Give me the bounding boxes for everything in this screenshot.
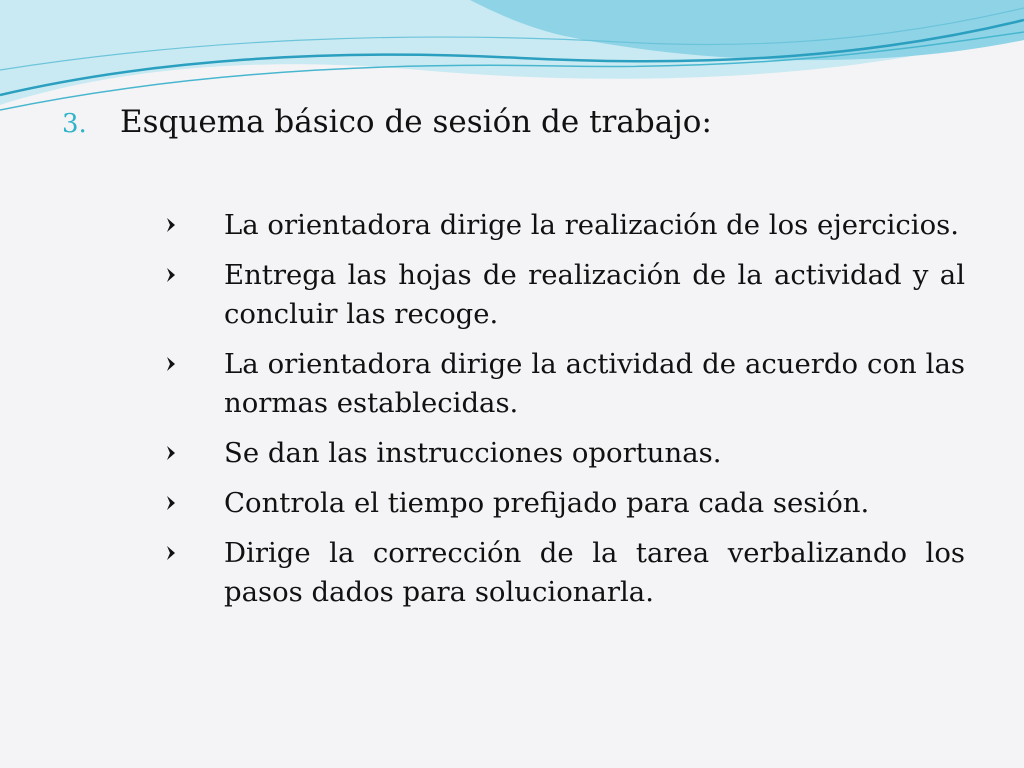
bullet-text: Controla el tiempo prefijado para cada sesión.: [224, 487, 870, 519]
heading-number: 3.: [62, 109, 87, 139]
list-item: [160, 534, 965, 612]
bullet-list: [160, 206, 965, 623]
bullet-text: La orientadora dirige la realización de los ejercicios.: [224, 209, 960, 241]
list-item: [160, 484, 965, 523]
bullet-text: Se dan las instrucciones oportunas.: [224, 437, 722, 469]
arrow-bullet-icon: [160, 345, 224, 423]
header-wave-decoration: [0, 0, 1024, 120]
arrow-bullet-icon: [160, 256, 224, 334]
arrow-bullet-icon: [160, 534, 224, 612]
arrow-bullet-icon: [160, 206, 224, 245]
bullet-text: La orientadora dirige la actividad de acuerdo con las normas establecidas.: [224, 348, 965, 419]
list-item: [160, 256, 965, 334]
heading-text: Esquema básico de sesión de trabajo:: [120, 104, 712, 140]
arrow-bullet-icon: [160, 434, 224, 473]
arrow-bullet-icon: [160, 484, 224, 523]
section-heading: [62, 104, 712, 140]
list-item: [160, 434, 965, 473]
list-item: [160, 206, 965, 245]
list-item: [160, 345, 965, 423]
bullet-text: Entrega las hojas de realización de la actividad y al concluir las recoge.: [224, 259, 965, 330]
bullet-text: Dirige la corrección de la tarea verbalizando los pasos dados para solucionarla.: [224, 537, 965, 608]
